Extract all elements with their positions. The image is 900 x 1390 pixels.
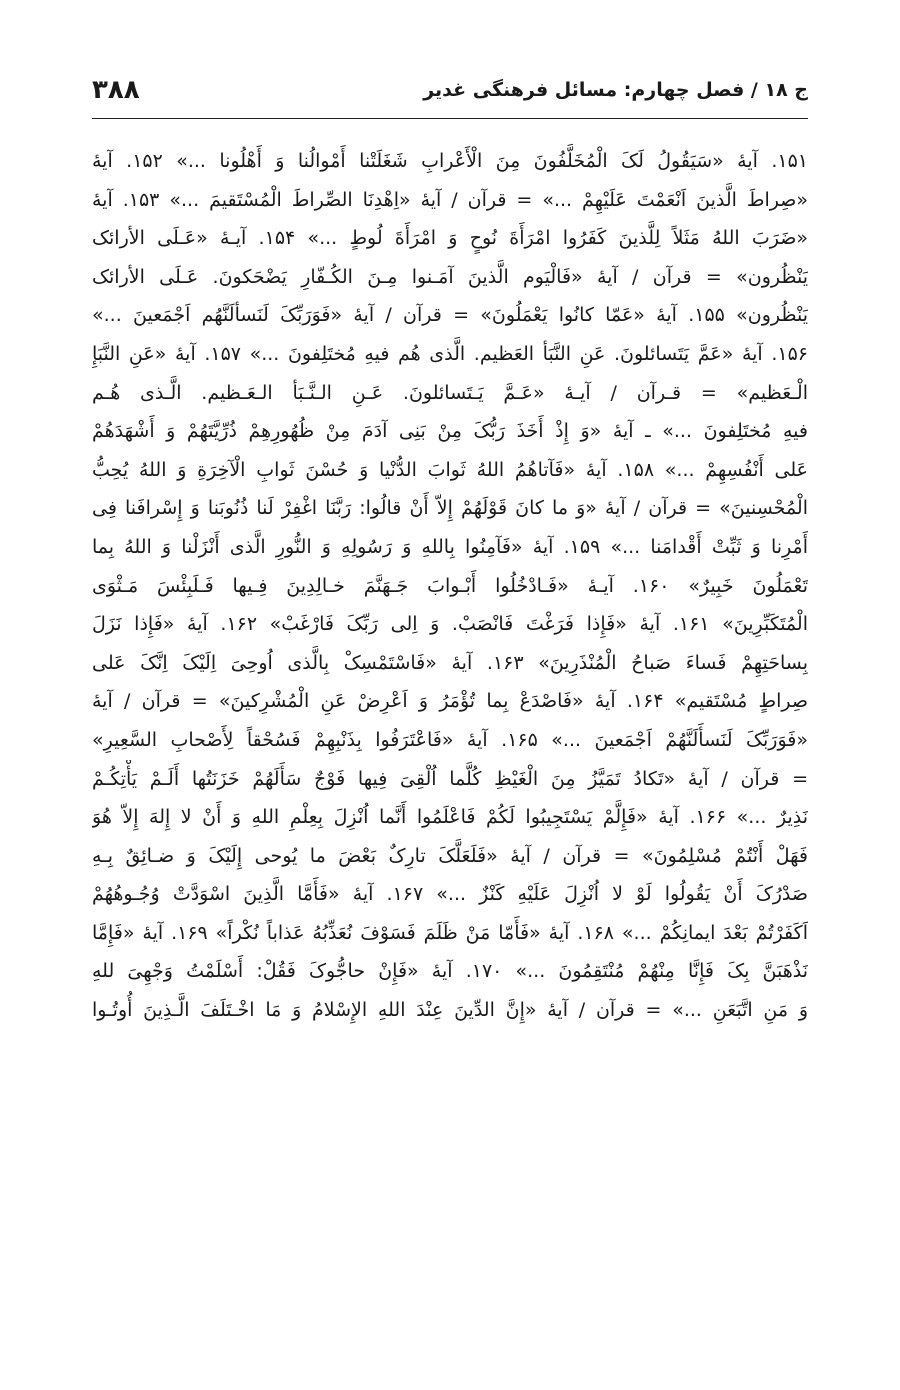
- text-line: ۱۵۱. آیهٔ «سَیَقُولُ لَکَ الْمُخَلَّفُونَ مِنَ الْأَعْرابِ شَغَلَتْنا أَمْوالُنا وَ أَهْلُونا ...» ۱۵۲. آیهٔ: [92, 150, 808, 172]
- text-line: الْمُحْسِنینَ» = قرآن / آیهٔ «وَ ما کانَ قَوْلَهُمْ إِلاّ أَنْ قالُوا: رَبَّنَا اغْفِرْ لَنا ذُنُوبَنا وَ إِسْرافَنا فِی: [92, 497, 808, 520]
- text-line: یَنْظُرون» = قرآن / آیهٔ «فَالْیَوم الَّذینَ آمَـنوا مِـنَ الکُـفّارِ یَضْحَکونَ. عَـلَی الأرائک: [92, 265, 808, 288]
- text-line: وَ مَنِ اتَّبَعَنِ ...» = قرآن / آیهٔ «إِنَّ الدِّینَ عِنْدَ اللهِ الإِسْلامُ وَ مَا اخْـتَلَفَ الَّـذِینَ أُوتُـوا: [92, 999, 808, 1022]
- text-line: ۱۵۶. آیهٔ «عَمَّ یَتَسائلونَ. عَنِ النَّبَأ العَظیم. الَّذی هُم فیهِ مُختَلِفونَ ...» ۱۵۷. آیهٔ «عَنِ النَّبَإِ: [92, 342, 808, 365]
- text-line: «فَوَرَبِّکَ لَنَسأَلَنَّهُمْ اَجْمَعینَ ...» ۱۶۵. آیهٔ «فَاعْتَرَفُوا بِذَنْبِهِمْ فَسُحْقاً لِأَصْحابِ السَّعِیرِ»: [92, 728, 808, 751]
- text-line: تَعْمَلُونَ خَبِیرٌ» ۱۶۰. آیـهٔ «فَـادْخُلُوا أَبْـوابَ جَـهَنَّمَ خـالِدِینَ فِـیها فَـلَبِئْسَ مَـثْوَی: [92, 574, 808, 597]
- text-line: «ضَرَبَ اللهُ مَثَلاً لِلَّذینَ کَفَرُوا امْرَأَةَ نُوحٍ وَ امْرَأَةَ لُوطٍ ...» ۱۵۴. آیـهٔ «عَـلَی الأرائک: [92, 227, 808, 250]
- text-line: عَلی أَنْفُسِهِمْ ...» ۱۵۸. آیهٔ «فَآتاهُمُ اللهُ ثَوابَ الدُّنْیا وَ حُسْنَ ثَوابِ الْآخِرَةِ وَ اللهُ یُحِبُّ: [92, 458, 808, 481]
- text-line: فَهَلْ أَنْتُمْ مُسْلِمُونَ» = قرآن / آیهٔ «فَلَعَلَّکَ تارِکٌ بَعْضَ ما یُوحی إِلَیْکَ وَ ضـائِقٌ بِـهِ: [92, 844, 808, 867]
- text-line: «صِراطَ الَّذینَ اَنْعَمْتَ عَلَیْهِمْ ...» = قرآن / آیهٔ «اِهْدِنَا الصِّراطَ الْمُسْتَقیمَ ...» ۱۵۳. آیهٔ: [92, 188, 808, 211]
- text-line: صِراطٍ مُسْتَقیم» ۱۶۴. آیهٔ «فَاصْدَعْ بِما تُؤْمَرُ وَ اَعْرِضْ عَنِ الْمُشْرِکینَ» = قرآن / آیهٔ: [92, 690, 808, 713]
- page-header: [92, 70, 808, 110]
- text-line: یَنْظُرون» ۱۵۵. آیهٔ «عَمّا کانُوا یَعْمَلُونَ» = قرآن / آیهٔ «فَوَرَبِّکَ لَنَسألَنَّهُم اَجْمَعینَ ...»: [92, 304, 808, 327]
- text-line: بِساحَتِهِمْ فَساءَ صَباحُ الْمُنْذَرِینَ» ۱۶۳. آیهٔ «فَاسْتَمْسِکْ بِالَّذی اُوحِیَ اِلَیْکَ اِنَّکَ عَلی: [92, 651, 808, 674]
- text-line: نَذْهَبَنَّ بِکَ فَإِنَّا مِنْهُمْ مُنْتَقِمُونَ ...» ۱۷۰. آیهٔ «فَإِنْ حاجُّوکَ فَقُلْ: أَسْلَمْتُ وَجْهِیَ للهِ: [92, 960, 808, 983]
- text-line: = قرآن / آیهٔ «تَکادُ تَمَیَّزُ مِنَ الْغَیْظِ کُلَّما اُلْقِیَ فِیها فَوْجٌ سَأَلَهُمْ خَزَنَتُها أَلَـمْ یَأْتِکُـمْ: [92, 767, 808, 790]
- text-line: فیهِ مُختَلِفونَ ...» ـ آیهٔ «وَ إِذْ أَخَذَ رَبُّکَ مِنْ بَنِی آدَمَ مِنْ ظُهُورِهِمْ ذُرِّیَّتَهُمْ وَ أَشْهَدَهُمْ: [92, 420, 808, 443]
- text-line: الْـعَظیم» = قـرآن / آیـهٔ «عَـمَّ یَـتَسائلونَ. عَـنِ الـنَّـبَأ الـعَـظیم. الَّـذی هُـم: [92, 381, 808, 404]
- text-line: أَمْرِنا وَ ثَبِّتْ أَقْدامَنا ...» ۱۵۹. آیهٔ «فَآمِنُوا بِاللهِ وَ رَسُولِهِ وَ النُّورِ الَّذی أَنْزَلْنا وَ اللهُ بِما: [92, 535, 808, 558]
- text-line: الْمُتَکَبِّرِینَ» ۱۶۱. آیهٔ «فَإِذا فَرَغْتَ فَانْصَبْ. وَ اِلی رَبِّکَ فَارْغَبْ» ۱۶۲. آیهٔ «فَإِذا نَزَلَ: [92, 613, 808, 636]
- page-number: ۳۸۸: [92, 75, 140, 105]
- body-text: [92, 142, 808, 1030]
- header-divider: [92, 118, 808, 119]
- text-line: صَدْرُکَ أَنْ یَقُولُوا لَوْ لا اُنْزِلَ عَلَیْهِ کَنْزٌ ...» ۱۶۷. آیهٔ «فَأَمَّا الَّذِینَ اسْوَدَّتْ وُجُـوهُهُمْ: [92, 883, 808, 906]
- running-title: ج ۱۸ / فصل چهارم: مسائل فرهنگی غدیر: [423, 79, 808, 101]
- text-line: نَذِیرٌ ...» ۱۶۶. آیهٔ «فَإِلَّمْ یَسْتَجِیبُوا لَکُمْ فَاعْلَمُوا أَنَّما اُنْزِلَ بِعِلْمِ اللهِ وَ أَنْ لا إِلهَ إِلاّ هُوَ: [92, 806, 808, 829]
- text-line: اَکَفَرْتُمْ بَعْدَ ایمانِکُمْ ...» ۱۶۸. آیهٔ «فَأَمّا مَنْ ظَلَمَ فَسَوْفَ نُعَذِّبُهُ عَذاباً نُکْراً» ۱۶۹. آیهٔ «فَإِمَّا: [92, 921, 808, 944]
